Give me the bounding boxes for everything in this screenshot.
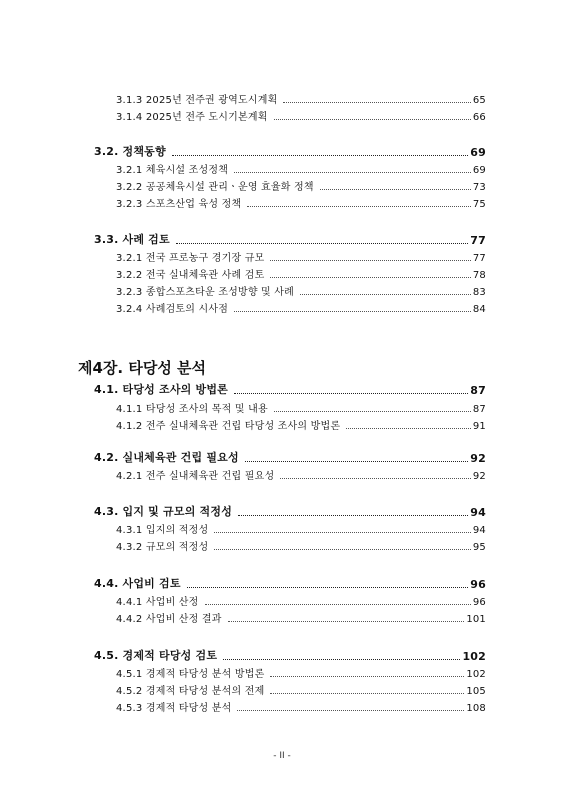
- toc-page: 108: [466, 703, 486, 714]
- leader-dots: [228, 621, 465, 622]
- toc-title: 입지 및 규모의 적정성: [122, 505, 233, 518]
- leader-dots: [270, 676, 464, 677]
- toc-entry[interactable]: [116, 683, 486, 697]
- toc-number: 4.1.: [94, 383, 119, 396]
- toc-number: 4.4.2: [116, 614, 143, 625]
- leader-dots: [300, 294, 471, 295]
- toc-page: 102: [466, 669, 486, 680]
- toc-number: 3.3.: [94, 233, 119, 246]
- toc-number: 3.2.1: [116, 253, 143, 264]
- toc-page: 96: [470, 578, 486, 591]
- toc-number: 4.3.2: [116, 542, 143, 553]
- toc-title: 사업비 검토: [122, 577, 181, 590]
- leader-dots: [274, 411, 471, 412]
- toc-entry[interactable]: [116, 611, 486, 625]
- leader-dots: [234, 393, 468, 394]
- leader-dots: [234, 172, 471, 173]
- toc-number: 3.1.4: [116, 112, 143, 123]
- leader-dots: [270, 277, 470, 278]
- toc-section[interactable]: [94, 144, 486, 159]
- toc-entry[interactable]: [116, 179, 486, 193]
- toc-title: 스포츠산업 육성 정책: [145, 199, 242, 210]
- toc-entry[interactable]: [116, 301, 486, 315]
- toc-entry[interactable]: [116, 109, 486, 123]
- leader-dots: [237, 710, 464, 711]
- toc-title: 실내체육관 건립 필요성: [122, 451, 239, 464]
- page-footer: - II -: [273, 751, 291, 761]
- toc-number: 3.2.1: [116, 165, 143, 176]
- toc-page: 91: [472, 421, 486, 432]
- leader-dots: [234, 311, 471, 312]
- toc-entry[interactable]: [116, 700, 486, 714]
- leader-dots: [245, 461, 468, 462]
- toc-page: 83: [472, 287, 486, 298]
- toc-number: 4.4.: [94, 577, 119, 590]
- toc-entry[interactable]: [116, 250, 486, 264]
- toc-page: 87: [470, 384, 486, 397]
- toc-entry[interactable]: [116, 401, 486, 415]
- toc-page: 96: [472, 597, 486, 608]
- toc-number: 4.1.2: [116, 421, 143, 432]
- leader-dots: [320, 189, 471, 190]
- leader-dots: [270, 260, 470, 261]
- toc-title: 전주 실내체육관 건립 필요성: [145, 471, 275, 482]
- toc-page: 78: [472, 270, 486, 281]
- toc-page: 69: [470, 146, 486, 159]
- toc-title: 경제적 타당성 분석 방법론: [145, 669, 265, 680]
- toc-title: 전국 프로농구 경기장 규모: [145, 253, 265, 264]
- toc-title: 입지의 적정성: [145, 525, 209, 536]
- toc-number: 3.2.3: [116, 199, 143, 210]
- toc-number: 3.2.2: [116, 182, 143, 193]
- chapter-heading[interactable]: 제4장. 타당성 분석: [78, 359, 207, 377]
- toc-number: 3.1.3: [116, 95, 143, 106]
- toc-page: 101: [466, 614, 486, 625]
- leader-dots: [270, 693, 464, 694]
- toc-page: 77: [472, 253, 486, 264]
- leader-dots: [187, 587, 469, 588]
- toc-entry[interactable]: [116, 162, 486, 176]
- toc-number: 4.5.1: [116, 669, 143, 680]
- toc-entry[interactable]: [116, 196, 486, 210]
- toc-title: 경제적 타당성 검토: [122, 649, 218, 662]
- toc-number: 4.5.: [94, 649, 119, 662]
- toc-number: 4.3.1: [116, 525, 143, 536]
- toc-title: 종합스포츠타운 조성방향 및 사례: [145, 287, 295, 298]
- toc-title: 정책동향: [122, 145, 166, 158]
- toc-entry[interactable]: [116, 267, 486, 281]
- toc-page: 94: [472, 525, 486, 536]
- toc-page: 73: [472, 182, 486, 193]
- toc-number: 3.2.3: [116, 287, 143, 298]
- toc-title: 타당성 조사의 목적 및 내용: [145, 404, 268, 415]
- toc-section[interactable]: [94, 382, 486, 397]
- toc-title: 사업비 산정 결과: [145, 614, 222, 625]
- leader-dots: [172, 155, 468, 156]
- toc-section[interactable]: [94, 232, 486, 247]
- toc-entry[interactable]: [116, 522, 486, 536]
- toc-page: 77: [470, 234, 486, 247]
- leader-dots: [238, 515, 468, 516]
- leader-dots: [280, 478, 471, 479]
- toc-entry[interactable]: [116, 594, 486, 608]
- toc-number: 4.2.1: [116, 471, 143, 482]
- toc-title: 사례 검토: [122, 233, 170, 246]
- toc-entry[interactable]: [116, 539, 486, 553]
- toc-number: 4.3.: [94, 505, 119, 518]
- toc-title: 사례검토의 시사점: [145, 304, 229, 315]
- leader-dots: [274, 119, 471, 120]
- toc-title: 전국 실내체육관 사례 검토: [145, 270, 265, 281]
- toc-page: 66: [472, 112, 486, 123]
- leader-dots: [176, 243, 468, 244]
- toc-page: 105: [466, 686, 486, 697]
- toc-entry[interactable]: [116, 468, 486, 482]
- toc-section[interactable]: [94, 648, 486, 663]
- toc-title: 공공체육시설 관리ㆍ운영 효율화 정책: [145, 182, 314, 193]
- toc-number: 3.2.4: [116, 304, 143, 315]
- leader-dots: [205, 604, 471, 605]
- toc-title: 규모의 적정성: [145, 542, 209, 553]
- toc-number: 4.4.1: [116, 597, 143, 608]
- toc-page: 65: [472, 95, 486, 106]
- toc-number: 3.2.: [94, 145, 119, 158]
- toc-title: 경제적 타당성 분석: [145, 703, 232, 714]
- toc-page: 69: [472, 165, 486, 176]
- toc-section[interactable]: [94, 450, 486, 465]
- leader-dots: [214, 549, 470, 550]
- leader-dots: [283, 102, 470, 103]
- leader-dots: [223, 659, 460, 660]
- toc-page: 84: [472, 304, 486, 315]
- toc-number: 4.5.2: [116, 686, 143, 697]
- toc-title: 경제적 타당성 분석의 전제: [145, 686, 265, 697]
- toc-page: 95: [472, 542, 486, 553]
- toc-number: 4.1.1: [116, 404, 143, 415]
- toc-title: 2025년 전주 도시기본계획: [145, 112, 268, 123]
- toc-entry[interactable]: [116, 666, 486, 680]
- toc-page: 102: [462, 650, 486, 663]
- toc-title: 타당성 조사의 방법론: [122, 383, 228, 396]
- toc-section[interactable]: [94, 504, 486, 519]
- toc-entry[interactable]: [116, 418, 486, 432]
- toc-title: 사업비 산정: [145, 597, 199, 608]
- toc-number: 3.2.2: [116, 270, 143, 281]
- leader-dots: [346, 428, 471, 429]
- toc-title: 2025년 전주권 광역도시계획: [145, 95, 278, 106]
- leader-dots: [214, 532, 470, 533]
- toc-page: 92: [470, 452, 486, 465]
- toc-section[interactable]: [94, 576, 486, 591]
- toc-page: 92: [472, 471, 486, 482]
- toc-number: 4.2.: [94, 451, 119, 464]
- toc-title: 전주 실내체육관 건립 타당성 조사의 방법론: [145, 421, 341, 432]
- toc-number: 4.5.3: [116, 703, 143, 714]
- toc-title: 체육시설 조성정책: [145, 165, 229, 176]
- toc-entry[interactable]: [116, 284, 486, 298]
- toc-entry[interactable]: [116, 92, 486, 106]
- toc-page: 75: [472, 199, 486, 210]
- toc-page: 94: [470, 506, 486, 519]
- toc-page: 87: [472, 404, 486, 415]
- leader-dots: [247, 206, 471, 207]
